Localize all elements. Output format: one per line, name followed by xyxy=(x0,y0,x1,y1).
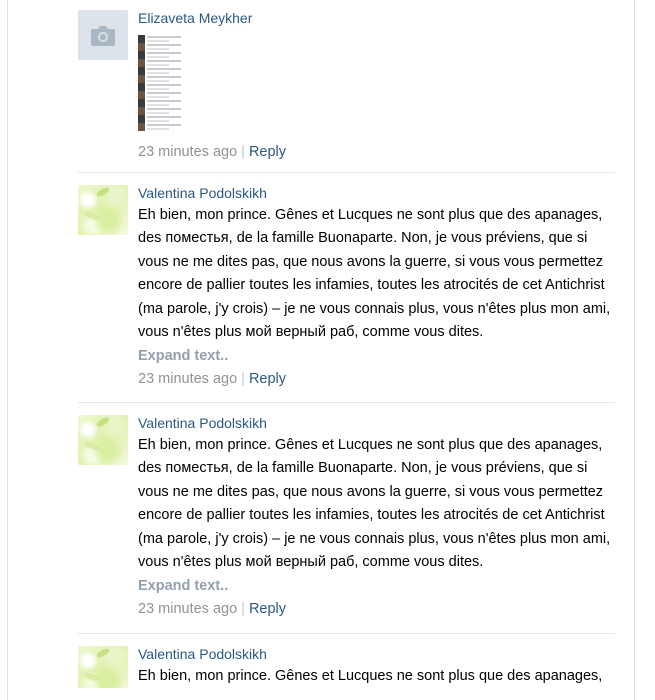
expand-text-link[interactable]: Expand text.. xyxy=(138,348,229,365)
reply-link[interactable]: Reply xyxy=(248,144,287,160)
meta-separator: | xyxy=(241,601,245,618)
comment-author[interactable]: Elizaveta Meykher xyxy=(138,10,253,26)
comment-text: Eh bien, mon prince. Gênes et Lucques ne sont plus que des apanages, des поместья, de la famille Buonaparte. Non, je vous préviens, que si vous ne me dites pas, que nous avons la guerre, si vous vous permettez encore de pallier toutes les infamies, toutes les atrocités de cet Antichrist (ma parole, j'y crois) – je ne vous connais plus, vous n'êtes plus mon ami, vous n'êtes plus мой верный раб, comme vous dites. xyxy=(138,207,611,341)
expand-text-link[interactable]: Expand text.. xyxy=(138,578,229,595)
comment-divider xyxy=(78,172,615,173)
comment-text: Eh bien, mon prince. Gênes et Lucques ne sont plus que des apanages, des поместья, de la famille Buonaparte. Non, je vous préviens, que si vous ne me dites pas, que nous avons la guerre, si vous vous permettez encore de pallier toutes les infamies, toutes les atrocités de cet Antichrist (ma parole, j'y crois) – je ne vous connais plus, vous n'êtes plus mon ami, vous n'êtes plus мой верный раб, comme vous dites. xyxy=(138,437,611,571)
comment-author[interactable]: Valentina Podolskikh xyxy=(138,415,267,431)
comment-text: Eh bien, mon prince. Gênes et Lucques ne sont plus que des apanages, xyxy=(138,668,603,684)
avatar[interactable] xyxy=(78,646,128,688)
comment-item xyxy=(78,646,615,688)
comment-timestamp[interactable]: 23 minutes ago xyxy=(138,144,238,160)
comment-timestamp[interactable]: 23 minutes ago xyxy=(138,601,238,618)
avatar[interactable] xyxy=(78,10,128,60)
meta-separator: | xyxy=(241,144,245,160)
meta-separator: | xyxy=(241,371,245,388)
reply-link[interactable]: Reply xyxy=(248,371,287,388)
avatar[interactable] xyxy=(78,415,128,465)
attachment-preview[interactable] xyxy=(138,35,183,133)
comment-author[interactable]: Valentina Podolskikh xyxy=(138,646,267,662)
comment-timestamp[interactable]: 23 minutes ago xyxy=(138,371,238,388)
comment-divider xyxy=(78,402,615,403)
camera-icon xyxy=(89,26,117,46)
reply-link[interactable]: Reply xyxy=(248,601,287,618)
avatar[interactable] xyxy=(78,185,128,235)
comment-divider xyxy=(78,633,615,634)
comment-author[interactable]: Valentina Podolskikh xyxy=(138,185,267,201)
